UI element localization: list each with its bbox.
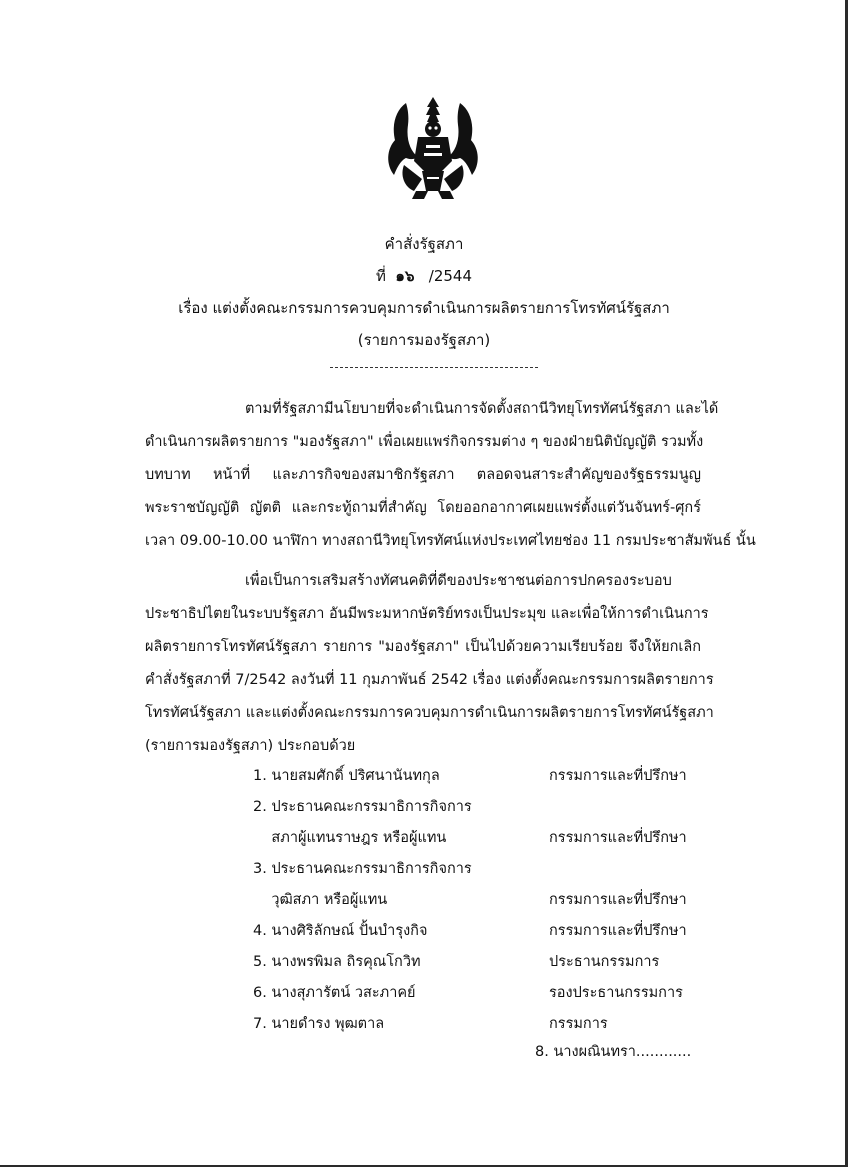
paragraph-order xyxy=(145,565,714,763)
program-name: (รายการมองรัฐสภา) xyxy=(357,331,491,349)
paragraph-line: ประชาธิปไตยในระบบรัฐสภา อันมีพระมหากษัตริย์ทรงเป็นประมุข และเพื่อให้การดำเนินการ xyxy=(145,606,709,622)
member-name: 6. นางสุภารัตน์ วสะภาคย์ xyxy=(253,985,416,1001)
member-role: กรรมการและที่ปรึกษา xyxy=(549,892,687,908)
divider-line xyxy=(330,367,538,368)
paragraph-line: ผลิตรายการโทรทัศน์รัฐสภา รายการ "มองรัฐสภา" เป็นไปด้วยความเรียบร้อย จึงให้ยกเลิก xyxy=(145,639,701,655)
paragraph-line: คำสั่งรัฐสภาที่ 7/2542 ลงวันที่ 11 กุมภาพันธ์ 2542 เรื่อง แต่งตั้งคณะกรรมการผลิตรายการ xyxy=(145,672,714,688)
member-name: 3. ประธานคณะกรรมาธิการกิจการ xyxy=(253,861,472,877)
garuda-emblem-icon xyxy=(378,95,488,205)
member-role: กรรมการ xyxy=(549,1016,608,1032)
member-name: 5. นางพรพิมล ถิรคุณโกวิท xyxy=(253,954,421,970)
paragraph-line: เพื่อเป็นการเสริมสร้างทัศนคติที่ดีของประชาชนต่อการปกครองระบอบ xyxy=(245,573,672,589)
paragraph-line: บทบาท หน้าที่ และภารกิจของสมาชิกรัฐสภา ตลอดจนสาระสำคัญของรัฐธรรมนูญ xyxy=(145,467,701,483)
member-role: กรรมการและที่ปรึกษา xyxy=(549,768,687,784)
paragraph-line: พระราชบัญญัติ ญัตติ และกระทู้ถามที่สำคัญ โดยออกอากาศเผยแพร่ตั้งแต่วันจันทร์-ศุกร์ xyxy=(145,500,701,516)
member-name: 1. นายสมศักดิ์ ปริศนานันทกุล xyxy=(253,768,440,784)
member-name: 2. ประธานคณะกรรมาธิการกิจการ xyxy=(253,799,472,815)
member-name: สภาผู้แทนราษฎร หรือผู้แทน xyxy=(253,830,447,846)
member-role: ประธานกรรมการ xyxy=(549,954,660,970)
member-name: 4. นางศิริลักษณ์ ปั้นบำรุงกิจ xyxy=(253,923,428,939)
paragraph-background xyxy=(145,393,756,558)
number-value: ๑๖ xyxy=(395,267,415,285)
number-prefix: ที่ xyxy=(375,267,386,285)
paragraph-line: ดำเนินการผลิตรายการ "มองรัฐสภา" เพื่อเผยแพร่กิจกรรมต่าง ๆ ของฝ่ายนิติบัญญัติ รวมทั้ง xyxy=(145,434,704,450)
member-role: กรรมการและที่ปรึกษา xyxy=(549,830,687,846)
member-role: รองประธานกรรมการ xyxy=(549,985,683,1001)
order-subject: เรื่อง แต่งตั้งคณะกรรมการควบคุมการดำเนินการผลิตรายการโทรทัศน์รัฐสภา xyxy=(178,299,670,317)
member-role: กรรมการและที่ปรึกษา xyxy=(549,923,687,939)
order-number xyxy=(0,264,848,288)
paragraph-line: ตามที่รัฐสภามีนโยบายที่จะดำเนินการจัดตั้งสถานีวิทยุโทรทัศน์รัฐสภา และได้ xyxy=(245,401,719,417)
paragraph-line: โทรทัศน์รัฐสภา และแต่งตั้งคณะกรรมการควบคุมการดำเนินการผลิตรายการโทรทัศน์รัฐสภา xyxy=(145,705,714,721)
member-name: วุฒิสภา หรือผู้แทน xyxy=(253,892,388,908)
continuation-text: 8. นางผณินทรา............ xyxy=(535,1044,692,1060)
paragraph-line: เวลา 09.00-10.00 นาฬิกา ทางสถานีวิทยุโทรทัศน์แห่งประเทศไทยช่อง 11 กรมประชาสัมพันธ์ นั้น xyxy=(145,533,756,549)
order-title: คำสั่งรัฐสภา xyxy=(384,235,464,253)
number-suffix: /2544 xyxy=(428,267,473,285)
member-name: 7. นายดำรง พุฒตาล xyxy=(253,1016,385,1032)
paragraph-line: (รายการมองรัฐสภา) ประกอบด้วย xyxy=(145,738,356,754)
